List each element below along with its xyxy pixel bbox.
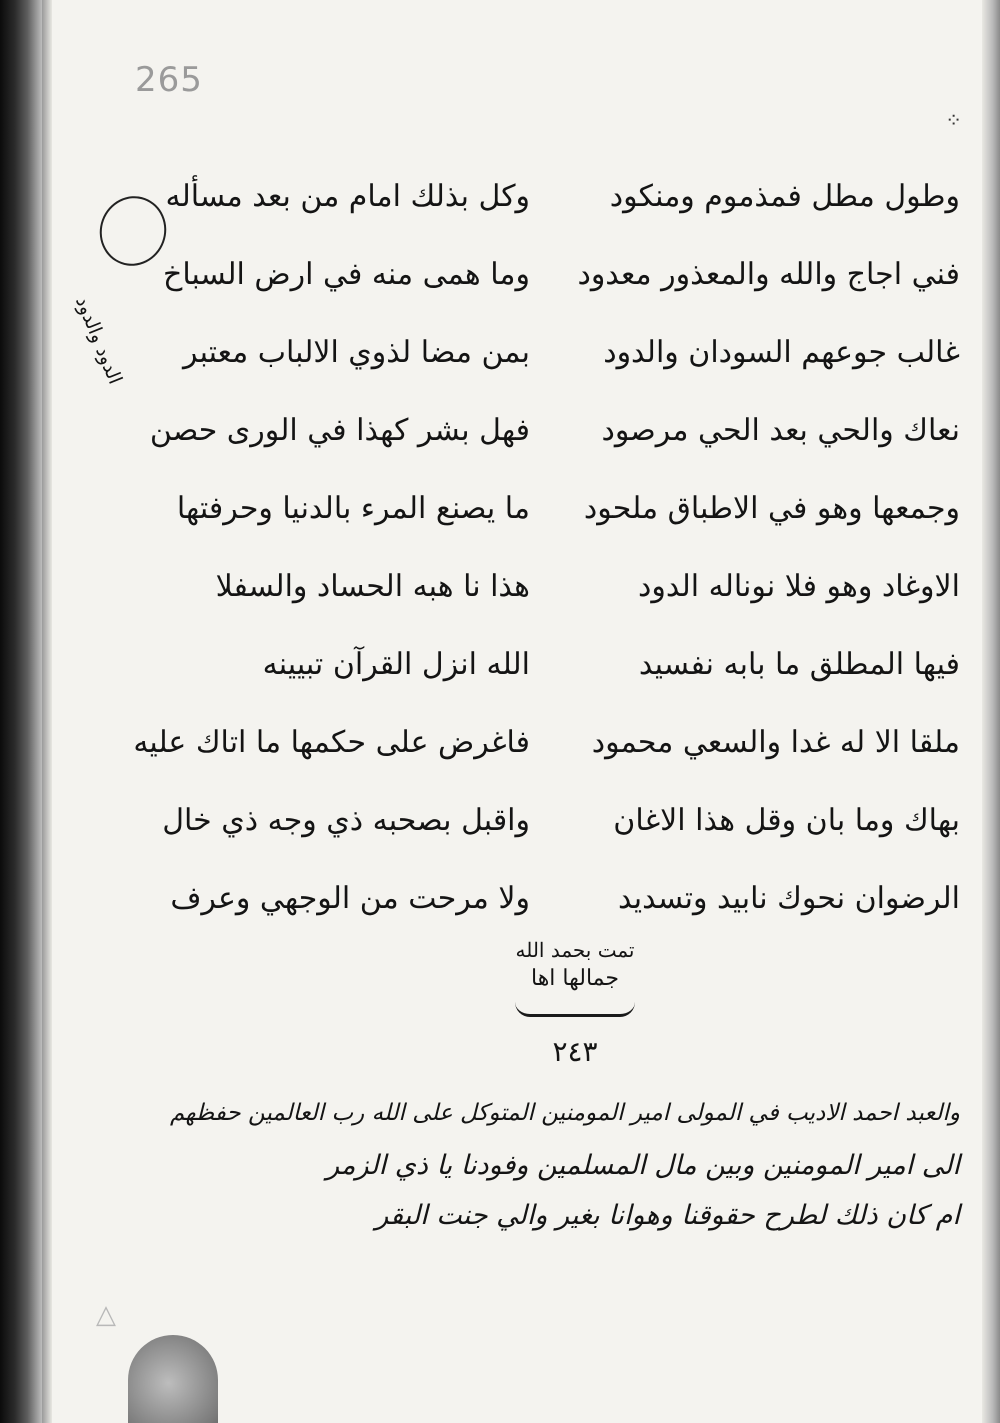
colophon-line: جمالها اها	[531, 966, 619, 991]
right-hemistich: هذا نا هبه الحساد والسفلا	[215, 569, 530, 604]
left-hemistich: بهاك وما بان وقل هذا الاغان	[613, 803, 960, 838]
thumb-shadow	[128, 1335, 218, 1423]
left-hemistich: وطول مطل فمذموم ومنكود	[609, 179, 960, 214]
right-hemistich: ولا مرحت من الوجهي وعرف	[170, 881, 530, 916]
right-hemistich: فهل بشر كهذا في الورى حصن	[149, 413, 530, 448]
right-hemistich: بمن مضا لذوي الالباب معتبر	[183, 335, 530, 370]
verse-line	[165, 179, 960, 258]
verse-line	[149, 413, 960, 492]
left-hemistich: غالب جوعهم السودان والدود	[603, 335, 960, 370]
verse-line	[170, 570, 960, 648]
right-hemistich: وما همى منه في ارض السباخ	[163, 257, 530, 292]
page-edge-shadow	[982, 0, 1000, 1423]
verse-line	[163, 257, 960, 336]
colophon-flourish	[515, 1002, 635, 1017]
corner-mark: ⁘	[945, 108, 962, 132]
verse-line	[162, 803, 960, 882]
margin-note: الدود والدود	[71, 293, 127, 388]
spine-edge	[42, 0, 52, 1423]
left-hemistich: الاوغاد وهو فلا نوناله الدود	[638, 569, 960, 604]
book-binding	[0, 0, 42, 1423]
left-hemistich: وجمعها وهو في الاطباق ملحود	[583, 491, 960, 526]
folio-number: 265	[135, 60, 203, 100]
right-hemistich: وكل بذلك امام من بعد مسأله	[165, 179, 530, 214]
verse-line	[170, 648, 960, 726]
left-hemistich: فيها المطلق ما بابه نفسيد	[638, 647, 960, 682]
poem-block	[133, 179, 960, 960]
colophon-number: ٢٤٣	[552, 1035, 598, 1068]
right-hemistich: ما يصنع المرء بالدنيا وحرفتها	[176, 491, 530, 526]
note-line: والعبد احمد الاديب في المولى امير المومنين المتوكل على الله رب العالمين حفظهم	[170, 1100, 960, 1126]
triangle-mark: △	[96, 1300, 116, 1330]
left-hemistich: الرضوان نحوك نابيد وتسديد	[618, 881, 960, 916]
right-hemistich: الله انزل القرآن تبيينه	[262, 647, 530, 682]
right-hemistich: فاغرض على حكمها ما اتاك عليه	[133, 725, 530, 760]
colophon	[500, 938, 650, 1068]
colophon-line: تمت بحمد الله	[515, 938, 635, 962]
verse-line	[170, 336, 960, 414]
note-line: الى امير المومنين وبين مال المسلمين وفودنا يا ذي الزمر	[326, 1150, 960, 1181]
left-hemistich: ملقا الا له غدا والسعي محمود	[591, 725, 960, 760]
right-hemistich: واقبل بصحبه ذي وجه ذي خال	[162, 803, 530, 838]
appended-note	[170, 1100, 960, 1250]
note-line: ام كان ذلك لطرح حقوقنا وهوانا بغير والي جنت البقر	[375, 1200, 960, 1231]
verse-line	[170, 492, 960, 570]
verse-line	[133, 725, 960, 804]
left-hemistich: فني اجاج والله والمعذور معدود	[577, 257, 960, 292]
left-hemistich: نعاك والحي بعد الحي مرصود	[601, 413, 960, 448]
